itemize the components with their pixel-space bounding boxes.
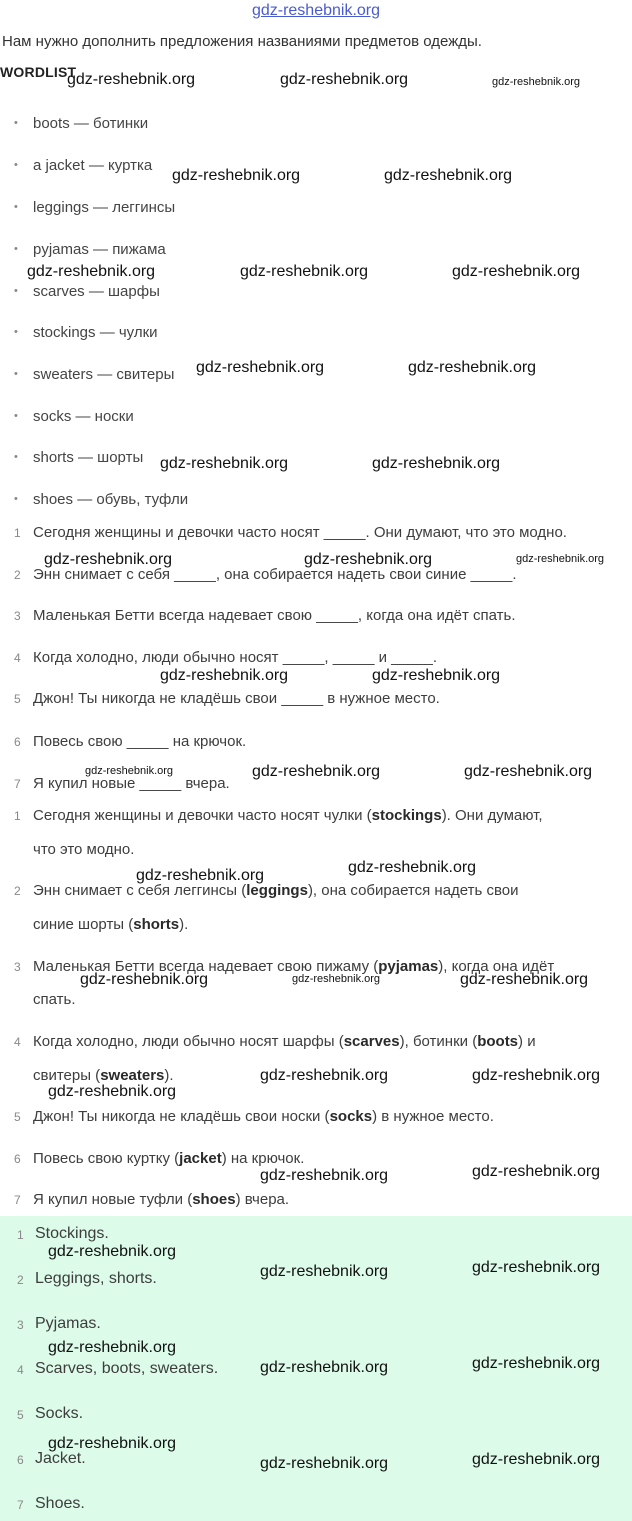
answer-text: Shoes. — [35, 1495, 85, 1512]
translation-sentence-cont: синие шорты (shorts). — [33, 916, 189, 933]
exercise-sentence: Повесь свою _____ на крючок. — [33, 733, 247, 750]
watermark: gdz-reshebnik.org — [252, 763, 381, 780]
exercise-number: 6 — [14, 735, 21, 749]
answer-number: 1 — [17, 1228, 24, 1242]
key-word: jacket — [179, 1150, 222, 1167]
watermark: gdz-reshebnik.org — [280, 71, 409, 88]
watermark: gdz-reshebnik.org — [260, 1455, 389, 1472]
watermark: gdz-reshebnik.org — [372, 667, 501, 684]
watermark: gdz-reshebnik.org — [196, 359, 325, 376]
watermark: gdz-reshebnik.org — [472, 1067, 601, 1084]
exercise-sentence: Когда холодно, люди обычно носят _____, _____ и _____. — [33, 649, 438, 666]
watermark: gdz-reshebnik.org — [472, 1163, 601, 1180]
exercise-number: 3 — [14, 609, 21, 623]
key-word: sweaters — [100, 1067, 165, 1084]
watermark: gdz-reshebnik.org — [304, 551, 433, 568]
watermark: gdz-reshebnik.org — [408, 359, 537, 376]
answer-number: 7 — [17, 1498, 24, 1512]
watermark: gdz-reshebnik.org — [48, 1083, 177, 1100]
key-word: leggings — [246, 882, 308, 899]
translation-sentence: Когда холодно, люди обычно носят шарфы (scarves), ботинки (boots) и — [33, 1033, 536, 1050]
exercise-number: 1 — [14, 526, 21, 540]
translation-sentence: Повесь свою куртку (jacket) на крючок. — [33, 1150, 305, 1167]
wordlist-title: WORDLIST — [0, 64, 77, 80]
answer-text: Socks. — [35, 1405, 84, 1422]
wordlist-item: • boots — ботинки — [14, 115, 149, 132]
watermark: gdz-reshebnik.org — [160, 455, 289, 472]
watermark: gdz-reshebnik.org — [260, 1263, 389, 1280]
watermark: gdz-reshebnik.org — [372, 455, 501, 472]
bullet-icon: • — [14, 159, 18, 171]
wordlist-item: • sweaters — свитеры — [14, 366, 175, 383]
watermark: gdz-reshebnik.org — [44, 551, 173, 568]
watermark: gdz-reshebnik.org — [85, 765, 174, 777]
watermark: gdz-reshebnik.org — [260, 1167, 389, 1184]
translation-number: 7 — [14, 1193, 21, 1207]
exercise-number: 2 — [14, 568, 21, 582]
watermark: gdz-reshebnik.org — [240, 263, 369, 280]
watermark: gdz-reshebnik.org — [384, 167, 513, 184]
translation-number: 6 — [14, 1152, 21, 1166]
key-word: shorts — [133, 916, 180, 933]
wordlist-item: • shorts — шорты — [14, 449, 144, 466]
translation-number: 5 — [14, 1110, 21, 1124]
translation-number: 2 — [14, 884, 21, 898]
answer-number: 6 — [17, 1453, 24, 1467]
watermark: gdz-reshebnik.org — [492, 76, 581, 88]
exercise-sentence: Энн снимает с себя _____, она собирается надеть свои синие _____. — [33, 566, 517, 583]
watermark: gdz-reshebnik.org — [464, 763, 593, 780]
key-word: boots — [477, 1033, 519, 1050]
key-word: stockings — [371, 807, 442, 824]
watermark: gdz-reshebnik.org — [80, 971, 209, 988]
answer-text: Scarves, boots, sweaters. — [35, 1360, 219, 1377]
wordlist-item: • stockings — чулки — [14, 324, 158, 341]
exercise-number: 4 — [14, 651, 21, 665]
translation-sentence: Я купил новые туфли (shoes) вчера. — [33, 1191, 290, 1208]
watermark: gdz-reshebnik.org — [472, 1259, 601, 1276]
bullet-icon: • — [14, 451, 18, 463]
exercise-sentence: Маленькая Бетти всегда надевает свою _____, когда она идёт спать. — [33, 607, 516, 624]
answer-text: Stockings. — [35, 1225, 109, 1242]
bullet-icon: • — [14, 410, 18, 422]
answer-text: Jacket. — [35, 1450, 86, 1467]
watermark: gdz-reshebnik.org — [48, 1243, 177, 1260]
wordlist-item: • scarves — шарфы — [14, 283, 160, 300]
key-word: socks — [329, 1108, 373, 1125]
watermark: gdz-reshebnik.org — [452, 263, 581, 280]
wordlist-item: • socks — носки — [14, 408, 134, 425]
exercise-number: 7 — [14, 777, 21, 791]
wordlist-item: • leggings — леггинсы — [14, 199, 176, 216]
watermark: gdz-reshebnik.org — [172, 167, 301, 184]
bullet-icon: • — [14, 201, 18, 213]
answer-number: 4 — [17, 1363, 24, 1377]
exercise-sentence: Я купил новые _____ вчера. — [33, 775, 230, 792]
wordlist-item: • shoes — обувь, туфли — [14, 491, 189, 508]
answer-number: 5 — [17, 1408, 24, 1422]
translation-number: 1 — [14, 809, 21, 823]
key-word: pyjamas — [378, 958, 439, 975]
key-word: scarves — [343, 1033, 400, 1050]
translation-sentence-cont: спать. — [33, 991, 76, 1008]
watermark: gdz-reshebnik.org — [516, 553, 605, 565]
bullet-icon: • — [14, 117, 18, 129]
translation-sentence: Джон! Ты никогда не кладёшь свои носки (socks) в нужное место. — [33, 1108, 494, 1125]
exercise-sentence: Джон! Ты никогда не кладёшь свои _____ в нужное место. — [33, 690, 440, 707]
bullet-icon: • — [14, 285, 18, 297]
bullet-icon: • — [14, 326, 18, 338]
bullet-icon: • — [14, 243, 18, 255]
answer-number: 3 — [17, 1318, 24, 1332]
site-header-link[interactable]: gdz-reshebnik.org — [251, 2, 381, 19]
watermark: gdz-reshebnik.org — [160, 667, 289, 684]
exercise-number: 5 — [14, 692, 21, 706]
translation-sentence: Сегодня женщины и девочки часто носят чулки (stockings). Они думают, — [33, 807, 543, 824]
answer-number: 2 — [17, 1273, 24, 1287]
bullet-icon: • — [14, 368, 18, 380]
translation-number: 3 — [14, 960, 21, 974]
watermark: gdz-reshebnik.org — [460, 971, 589, 988]
key-word: shoes — [192, 1191, 236, 1208]
intro-text: Нам нужно дополнить предложения названиями предметов одежды. — [2, 33, 482, 50]
watermark: gdz-reshebnik.org — [48, 1435, 177, 1452]
translation-sentence-cont: свитеры (sweaters). — [33, 1067, 174, 1084]
watermark: gdz-reshebnik.org — [67, 71, 196, 88]
translation-number: 4 — [14, 1035, 21, 1049]
exercise-sentence: Сегодня женщины и девочки часто носят _____. Они думают, что это модно. — [33, 524, 567, 541]
wordlist-item: • a jacket — куртка — [14, 157, 153, 174]
watermark: gdz-reshebnik.org — [260, 1359, 389, 1376]
translation-sentence: Энн снимает с себя леггинсы (leggings), она собирается надеть свои — [33, 882, 519, 899]
translation-sentence: Маленькая Бетти всегда надевает свою пижаму (pyjamas), когда она идёт — [33, 958, 555, 975]
watermark: gdz-reshebnik.org — [472, 1355, 601, 1372]
watermark: gdz-reshebnik.org — [27, 263, 156, 280]
answer-text: Pyjamas. — [35, 1315, 101, 1332]
watermark: gdz-reshebnik.org — [260, 1067, 389, 1084]
watermark: gdz-reshebnik.org — [348, 859, 477, 876]
answer-text: Leggings, shorts. — [35, 1270, 157, 1287]
watermark: gdz-reshebnik.org — [136, 867, 265, 884]
wordlist-item: • pyjamas — пижама — [14, 241, 166, 258]
watermark: gdz-reshebnik.org — [48, 1339, 177, 1356]
watermark: gdz-reshebnik.org — [472, 1451, 601, 1468]
bullet-icon: • — [14, 493, 18, 505]
translation-sentence-cont: что это модно. — [33, 841, 135, 858]
watermark: gdz-reshebnik.org — [292, 973, 381, 985]
